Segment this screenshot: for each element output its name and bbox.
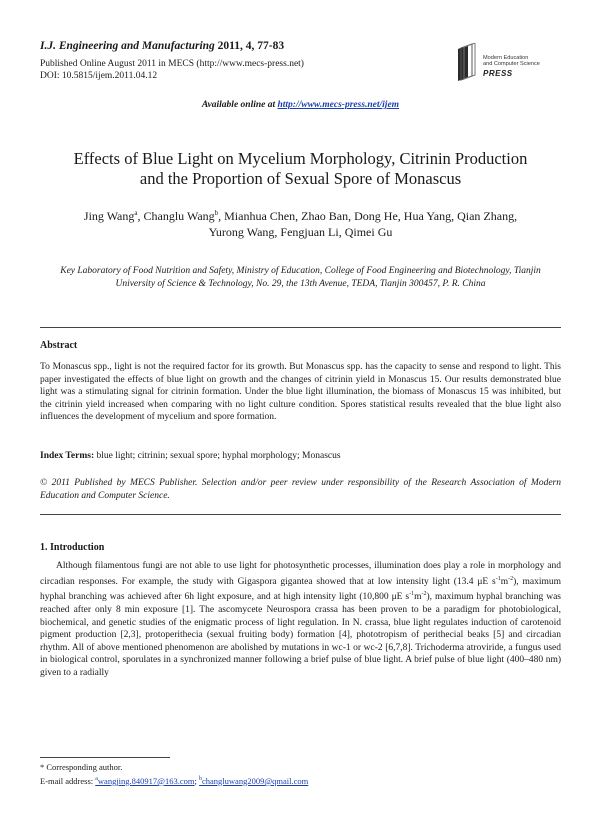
authors-rest-1: , Mianhua Chen, Zhao Ban, Dong He, Hua Yang, Qian Zhang, <box>218 209 518 223</box>
email-2: changluwang2009@qmail.com <box>202 775 309 786</box>
email-link-2[interactable] <box>199 776 308 786</box>
email-1: wangjing.840917@163.com <box>97 775 195 786</box>
logo-text <box>483 55 540 68</box>
affiliation: Key Laboratory of Food Nutrition and Safety, Ministry of Education, College of Food Engineering and Biotechnology, Tianjin University of Science & Technology, No. 29, the 13th Avenue, TEDA, Tianjin 300457, P. R. China <box>60 266 541 290</box>
authors-line-2: Yurong Wang, Fengjuan Li, Qimei Gu <box>208 224 393 239</box>
publication-info <box>40 58 304 82</box>
doi: DOI: 10.5815/ijem.2011.04.12 <box>40 71 158 81</box>
abstract-text: To Monascus spp., light is not the required factor for its growth. But Monascus spp. has the capacity to sense and respond to light. This paper investigated the effects of blue light on growth and the changes of citrinin yield in Monascus 15. Our results demonstrated blue light was a stimulating signal for citrinin formation. Under the blue light illumination, the biomass of Monascus 15 was inhibited, but the citrinin yield increased when comparing with no light culture condition. Spores statistical results revealed that the blue light also influences the development of mycelium and spore formation. <box>40 362 561 423</box>
logo-line-1: Modern Education <box>483 55 529 61</box>
paper-title <box>30 149 571 189</box>
index-terms-label: Index Terms: <box>40 451 95 461</box>
copyright-notice: © 2011 Published by MECS Publisher. Selection and/or peer review under responsibility of the Research Association of Modern Education and Computer Science. <box>40 478 561 501</box>
divider-bottom <box>40 514 561 515</box>
intro-sup-1: -1 <box>495 575 501 582</box>
intro-text-3: ), maximum hyphal branching was achieved after 6h light exposure, and at high intensity light (10,800 μE s <box>40 576 561 603</box>
journal-volume: 2011, 4, 77-83 <box>217 40 285 52</box>
logo-press: PRESS <box>483 69 513 78</box>
book-icon <box>455 43 477 83</box>
available-prefix: Available online at <box>201 100 278 110</box>
index-terms <box>40 450 561 463</box>
author-2-sup: b <box>214 209 219 217</box>
published-online: Published Online August 2011 in MECS (http://www.mecs-press.net) <box>40 59 304 69</box>
intro-text-5: ), maximum hyphal branching was reached after only 8 min exposure [1]. The ascomycete Neurospora crassa has been proven to be a paradigm for photobiological, biochemical, and genetic studies of the enigmatic process of light regulation. In N. crassa, blue light regulates induction of carotenoid pigment production [2,3], protoperithecia (sexual fruiting body) formation [4], phototropism of perithecial beaks [5] and circadian rhythm. All of above mentioned phenomenon are abolished by mutations in wc-1 or wc-2 [6,7,8]. Trichoderma atroviride, a fungus used in biological control, sporulates in a synchronized manner following a brief pulse of blue light. A brief pulse of blue light (400–480 nm) given to a radially <box>40 592 562 679</box>
email-address <box>40 774 308 787</box>
available-online <box>0 100 601 110</box>
journal-link[interactable]: http://www.mecs-press.net/ijem <box>277 100 400 110</box>
mecs-press-logo <box>453 41 553 89</box>
journal-name <box>40 40 284 52</box>
divider-top <box>40 327 561 328</box>
intro-text-1: Although filamentous fungi are not able to use light for photosynthetic processes, illumination does play a role in morphology and circadian responses. For example, the study with Gigaspora gigantea showed that at low intensity light (13.4 μE s <box>40 561 561 587</box>
title-line-2: and the Proportion of Sexual Spore of Monascus <box>139 169 462 188</box>
email-separator: ; <box>194 775 200 786</box>
email-1-sup: a <box>95 776 98 782</box>
footnote-rule <box>40 757 170 758</box>
intro-heading: 1. Introduction <box>40 542 105 553</box>
intro-sup-2: -2 <box>508 575 514 582</box>
intro-paragraph <box>40 560 561 680</box>
abstract-heading: Abstract <box>40 340 78 351</box>
authors-line-1 <box>30 206 571 225</box>
journal-title: I.J. Engineering and Manufacturing <box>40 40 215 52</box>
author-2: , Changlu Wang <box>137 209 215 223</box>
author-1: Jing Wang <box>83 209 135 223</box>
email-label: E-mail address: <box>40 775 96 786</box>
title-line-1: Effects of Blue Light on Mycelium Morphology, Citrinin Production <box>73 149 528 168</box>
email-2-sup: b <box>199 776 203 782</box>
corresponding-author: * Corresponding author. <box>40 762 123 772</box>
intro-text-2: m <box>500 576 509 587</box>
intro-sup-4: -2 <box>421 591 427 598</box>
email-link-1[interactable] <box>95 776 194 786</box>
author-list <box>30 206 571 240</box>
intro-sup-3: -1 <box>409 591 415 598</box>
author-1-sup: a <box>134 209 138 217</box>
logo-line-2: and Computer Science <box>483 61 540 68</box>
index-terms-value: blue light; citrinin; sexual spore; hyphal morphology; Monascus <box>94 451 341 461</box>
intro-text-4: m <box>414 592 422 603</box>
